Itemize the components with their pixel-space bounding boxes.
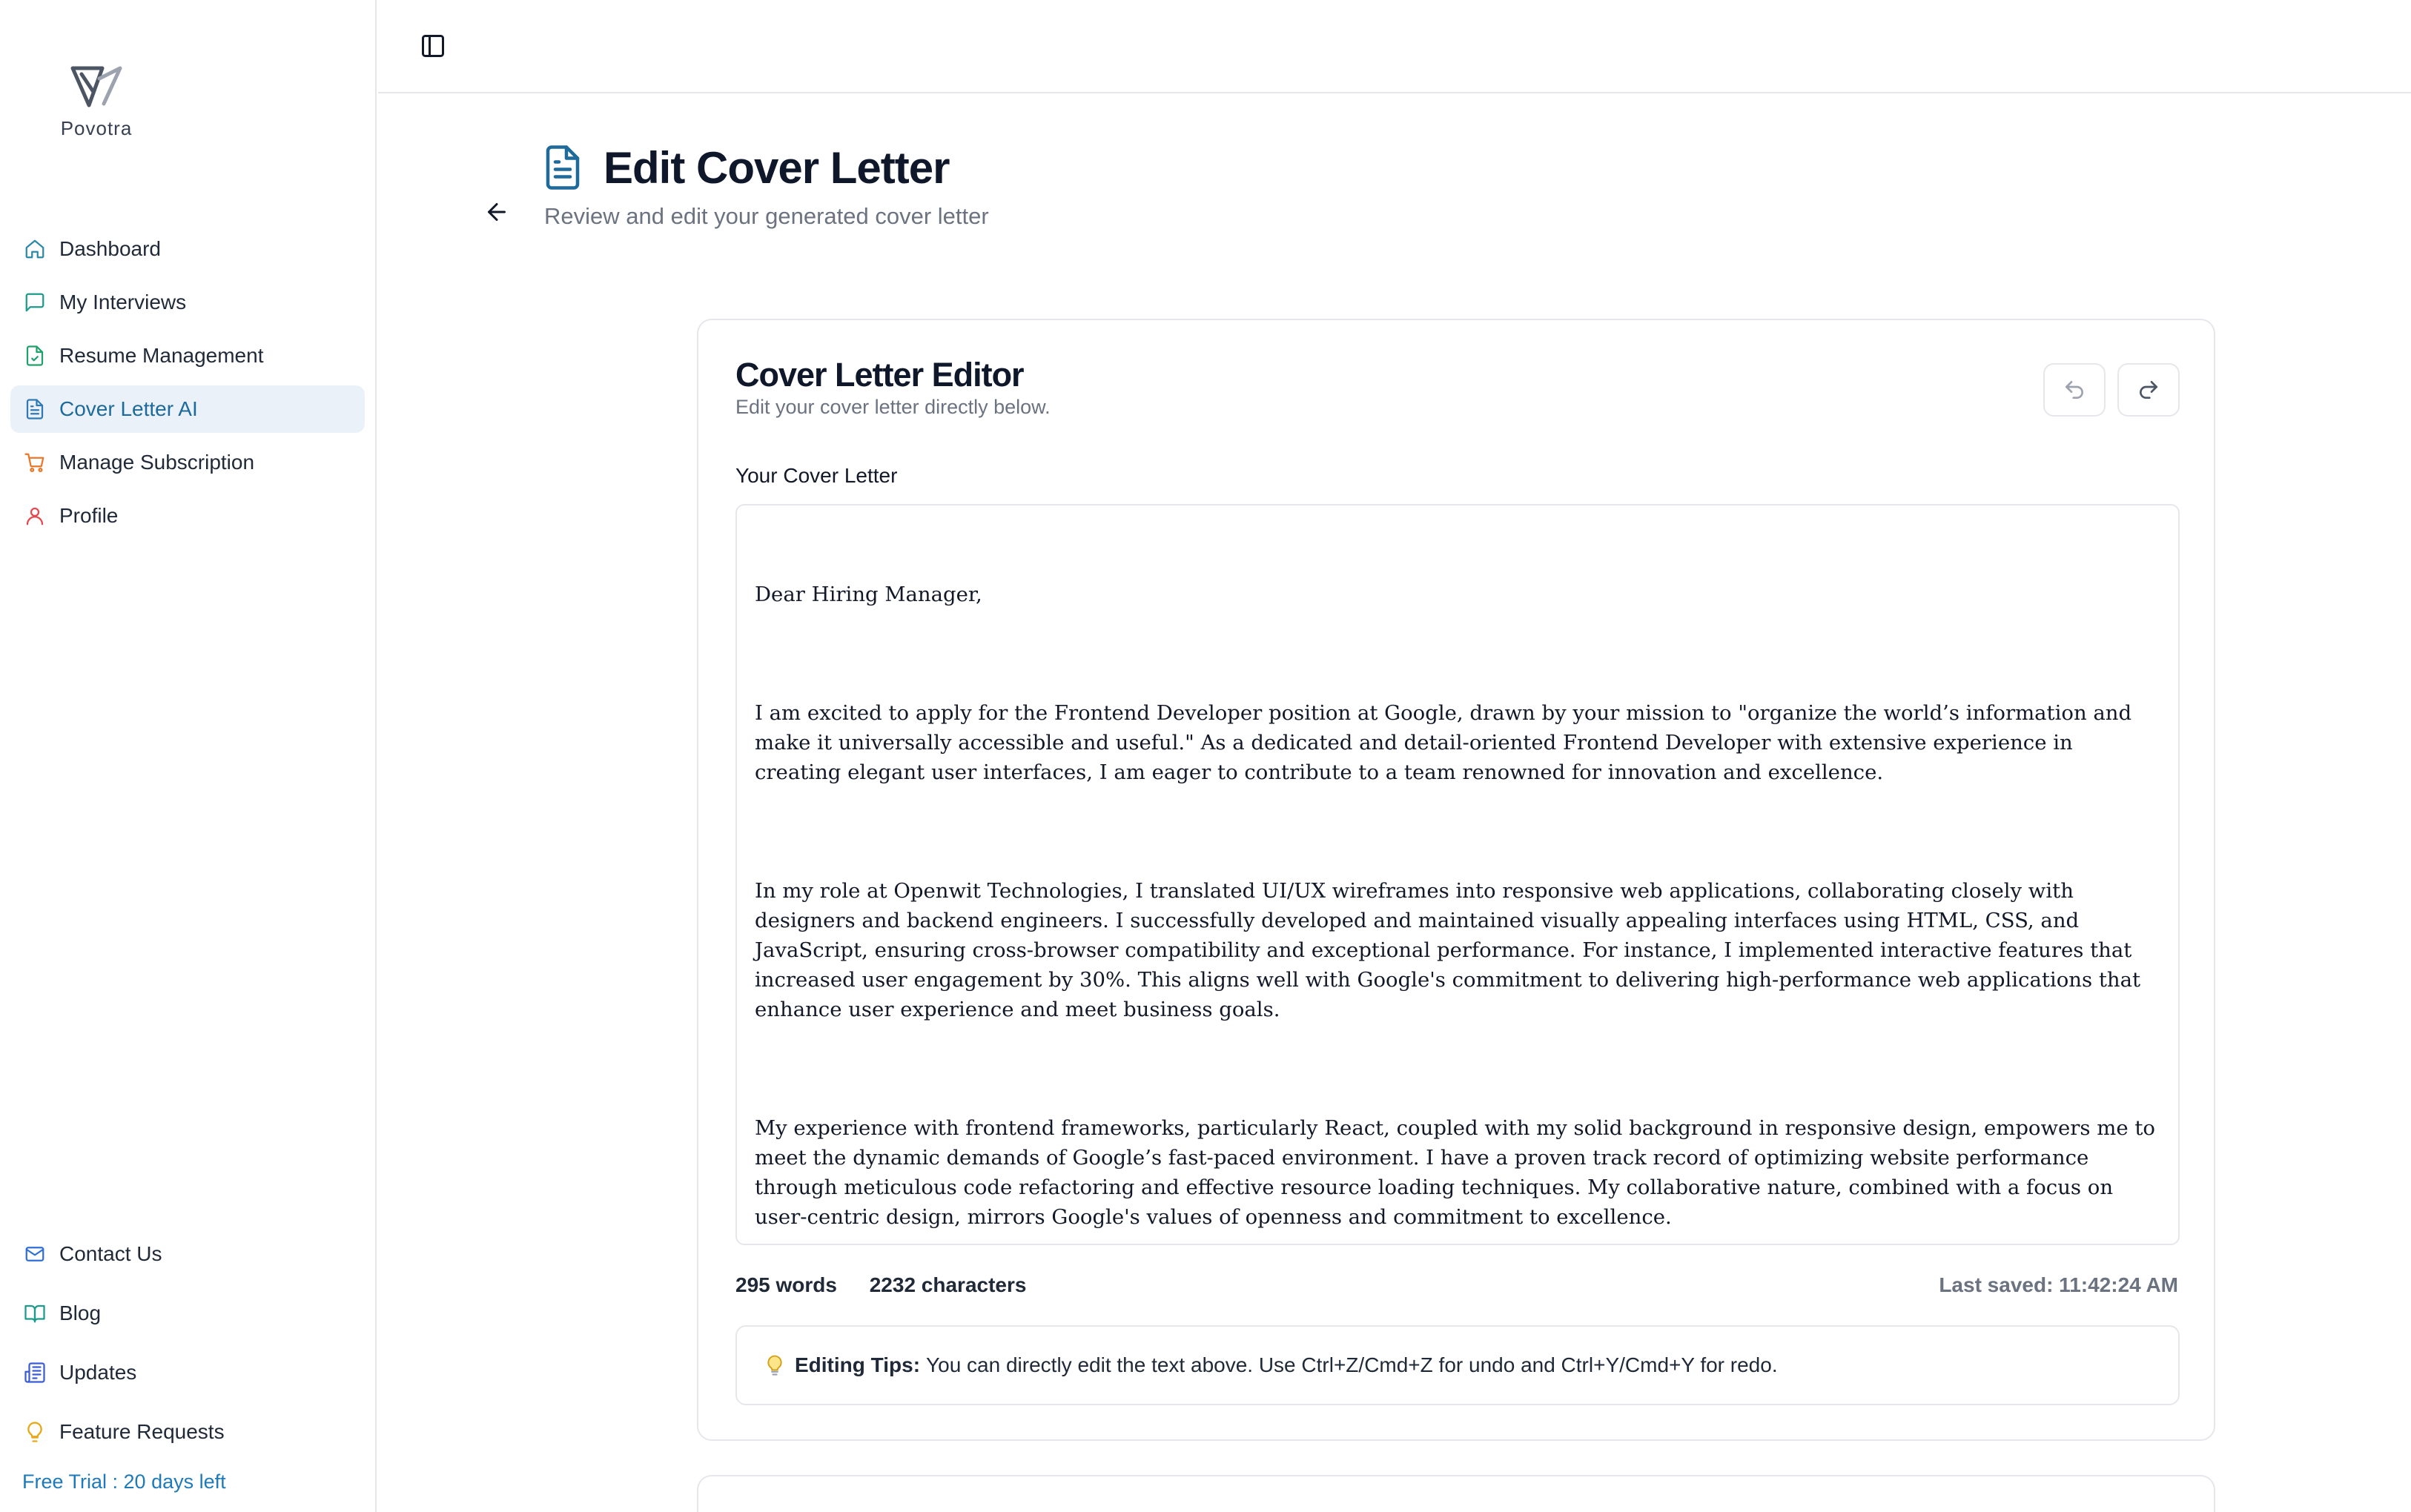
word-count: 295 words xyxy=(735,1273,837,1296)
cover-letter-textarea[interactable] xyxy=(735,504,2180,1245)
sidebar-toggle-icon[interactable] xyxy=(420,33,446,59)
file-text-icon xyxy=(544,145,581,190)
book-open-icon xyxy=(22,1301,47,1326)
card-subtitle: Edit your cover letter directly below. xyxy=(735,396,1051,418)
sidebar-item-updates[interactable] xyxy=(10,1346,365,1399)
redo-button[interactable] xyxy=(2117,363,2180,417)
sidebar-item-label: Blog xyxy=(59,1302,102,1324)
redo-icon xyxy=(2137,378,2160,402)
sidebar-item-resume-management[interactable] xyxy=(10,332,365,379)
page-subtitle: Review and edit your generated cover letter xyxy=(544,203,989,229)
text-stats xyxy=(735,1273,1053,1297)
back-arrow-icon[interactable] xyxy=(483,199,510,225)
lightbulb-icon xyxy=(764,1354,786,1376)
card-title: Cover Letter Editor xyxy=(735,356,1024,394)
trial-status[interactable]: Free Trial : 20 days left xyxy=(22,1470,226,1493)
sidebar xyxy=(0,0,377,1512)
last-saved: Last saved: 11:42:24 AM xyxy=(1939,1273,2178,1296)
sidebar-item-dashboard[interactable] xyxy=(10,225,365,273)
sidebar-item-label: Manage Subscription xyxy=(59,451,255,474)
sidebar-nav xyxy=(10,225,365,546)
sidebar-item-contact-us[interactable] xyxy=(10,1227,365,1281)
home-icon xyxy=(22,236,47,262)
tips-label: Editing Tips: xyxy=(795,1353,921,1376)
cover-letter-text[interactable] xyxy=(755,520,2162,1245)
page-title: Edit Cover Letter xyxy=(603,143,950,193)
undo-icon xyxy=(2063,378,2086,402)
file-text-icon xyxy=(22,397,47,422)
user-icon xyxy=(22,503,47,528)
newspaper-icon xyxy=(22,1360,47,1385)
tips-text: You can directly edit the text above. Use Ctrl+Z/Cmd+Z for undo and Ctrl+Y/Cmd+Y for redo. xyxy=(926,1353,1778,1376)
sidebar-item-label: Contact Us xyxy=(59,1242,162,1265)
sidebar-item-label: Profile xyxy=(59,504,119,527)
sidebar-item-label: Cover Letter AI xyxy=(59,397,198,420)
cover-letter-editor-card xyxy=(697,319,2215,1441)
povotra-logo-icon xyxy=(67,62,126,114)
sidebar-item-manage-subscription[interactable] xyxy=(10,439,365,486)
sidebar-item-label: Updates xyxy=(59,1361,137,1384)
undo-button[interactable] xyxy=(2043,363,2106,417)
letter-paragraph: I am excited to apply for the Frontend Developer position at Google, drawn by your mission to "organize the world’s information and make it universally accessible and useful." As a dedicated and detail-oriented Frontend Developer with extensive experience in creating elegant user interfaces, I am eager to contribute to a team renowned for innovation and excellence. xyxy=(755,701,2138,784)
mail-icon xyxy=(22,1241,47,1267)
sidebar-item-cover-letter-ai[interactable] xyxy=(10,385,365,433)
sidebar-item-label: Dashboard xyxy=(59,237,161,260)
sidebar-item-label: Feature Requests xyxy=(59,1420,225,1443)
sidebar-bottom-nav xyxy=(10,1227,365,1465)
secondary-card xyxy=(697,1475,2215,1512)
lightbulb-icon xyxy=(22,1419,47,1445)
top-bar xyxy=(378,0,2411,93)
sidebar-item-label: My Interviews xyxy=(59,291,187,314)
brand-logo[interactable] xyxy=(56,62,136,140)
letter-paragraph: My experience with frontend frameworks, particularly React, coupled with my solid background in responsive design, empowers me to meet the dynamic demands of Google’s fast-paced environment. I have a proven track record of optimizing website performance through meticulous code refactoring and effective resource loading techniques. My collaborative nature, combined with a focus on user-centric design, mirrors Google's values of openness and commitment to excellence. xyxy=(755,1116,2162,1229)
message-square-icon xyxy=(22,290,47,315)
editing-tips xyxy=(735,1325,2180,1405)
file-check-icon xyxy=(22,343,47,368)
sidebar-item-label: Resume Management xyxy=(59,344,264,367)
letter-paragraph: Dear Hiring Manager, xyxy=(755,583,982,606)
sidebar-item-my-interviews[interactable] xyxy=(10,279,365,326)
letter-paragraph: In my role at Openwit Technologies, I translated UI/UX wireframes into responsive web applications, collaborating closely with designers and backend engineers. I successfully developed and maintained visually appealing interfaces using HTML, CSS, and JavaScript, ensuring cross-browser compatibility and exceptional performance. For instance, I implemented interactive features that increased user engagement by 30%. This aligns well with Google's commitment to delivering high-performance web applications that enhance user experience and meet business goals. xyxy=(755,879,2147,1021)
character-count: 2232 characters xyxy=(869,1273,1027,1296)
shopping-cart-icon xyxy=(22,450,47,475)
sidebar-item-feature-requests[interactable] xyxy=(10,1405,365,1459)
brand-name: Povotra xyxy=(60,117,133,139)
sidebar-item-blog[interactable] xyxy=(10,1287,365,1340)
cover-letter-field-label: Your Cover Letter xyxy=(735,464,898,487)
sidebar-item-profile[interactable] xyxy=(10,492,365,540)
